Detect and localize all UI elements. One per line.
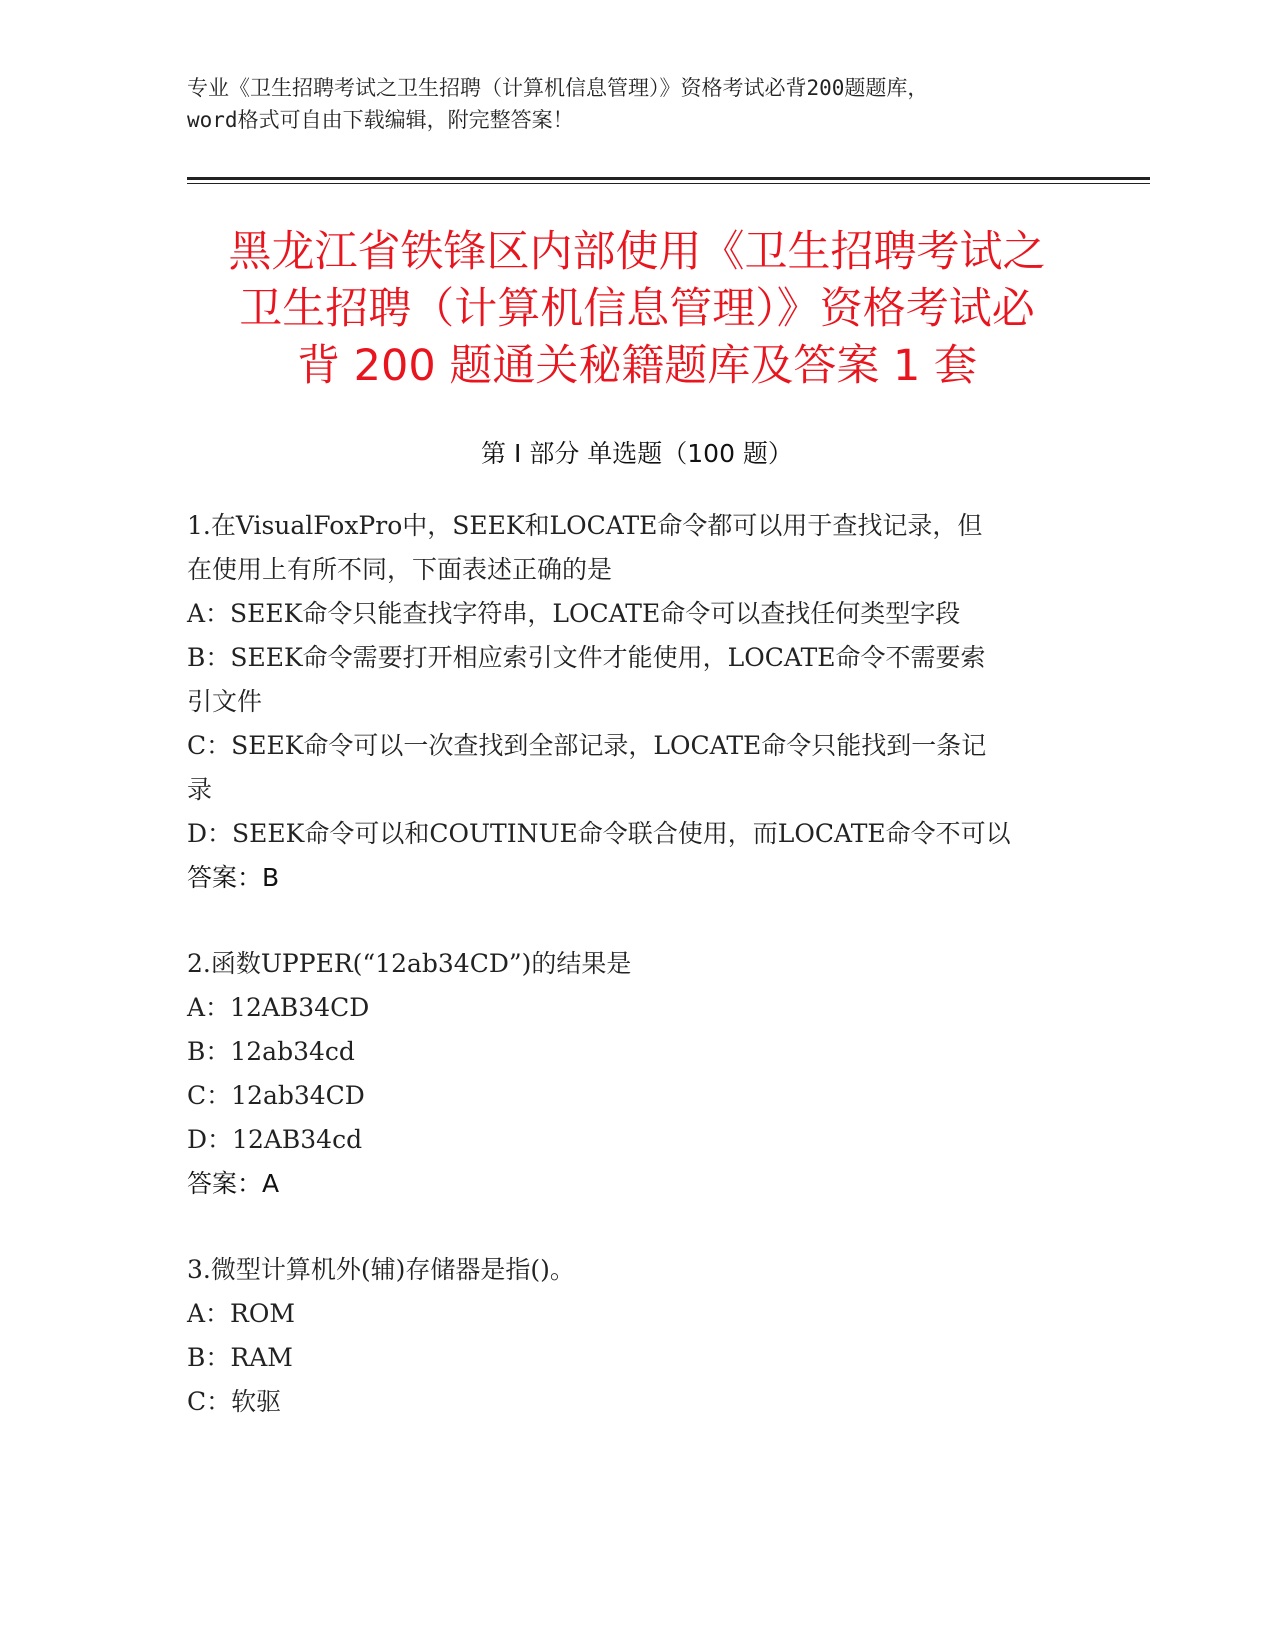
question-3-stem: 3.微型计算机外(辅)存储器是指()。 [187,1255,575,1284]
question-1-option-a: A：SEEK命令只能查找字符串，LOCATE命令可以查找任何类型字段 [187,599,961,628]
question-1-option-b-continued: 引文件 [187,687,263,716]
question-2-option-a: A：12AB34CD [187,993,370,1022]
question-2-option-d: D：12AB34cd [187,1125,363,1154]
question-2-answer: 答案：A [187,1169,280,1198]
title-line: 背 200 题通关秘籍题库及答案 1 套 [296,341,978,391]
header-divider-thin [187,183,1150,184]
question-2-option-b: B：12ab34cd [187,1037,355,1066]
question-1-stem: 1.在VisualFoxPro中，SEEK和LOCATE命令都可以用于查找记录，但 [187,511,983,540]
header-note-line: 专业《卫生招聘考试之卫生招聘（计算机信息管理）》资格考试必背200题题库， [187,76,929,100]
header-note-line: word格式可自由下载编辑，附完整答案！ [187,108,574,132]
question-2-option-c: C：12ab34CD [187,1081,365,1110]
header-note [187,72,1087,136]
question-1-option-c-continued: 录 [187,775,213,804]
question-1-option-d: D：SEEK命令可以和COUTINUE命令联合使用，而LOCATE命令不可以 [187,819,1011,848]
section-heading: 第 I 部分 单选题（100 题） [481,439,793,468]
title-line: 卫生招聘（计算机信息管理）》资格考试必 [239,284,1035,334]
header-divider-thick [187,177,1150,180]
question-1-answer: 答案：B [187,863,280,892]
question-3-option-c: C：软驱 [187,1387,282,1416]
question-2-stem: 2.函数UPPER(“12ab34CD”)的结果是 [187,949,632,978]
question-1-option-b: B：SEEK命令需要打开相应索引文件才能使用，LOCATE命令不需要索 [187,643,986,672]
question-3-option-a: A：ROM [187,1299,295,1328]
document-title [187,224,1087,395]
question-1-stem-continued: 在使用上有所不同，下面表述正确的是 [187,555,613,584]
question-1-option-c: C：SEEK命令可以一次查找到全部记录，LOCATE命令只能找到一条记 [187,731,987,760]
title-line: 黑龙江省铁锋区内部使用《卫生招聘考试之 [228,227,1046,277]
question-3-option-b: B：RAM [187,1343,293,1372]
